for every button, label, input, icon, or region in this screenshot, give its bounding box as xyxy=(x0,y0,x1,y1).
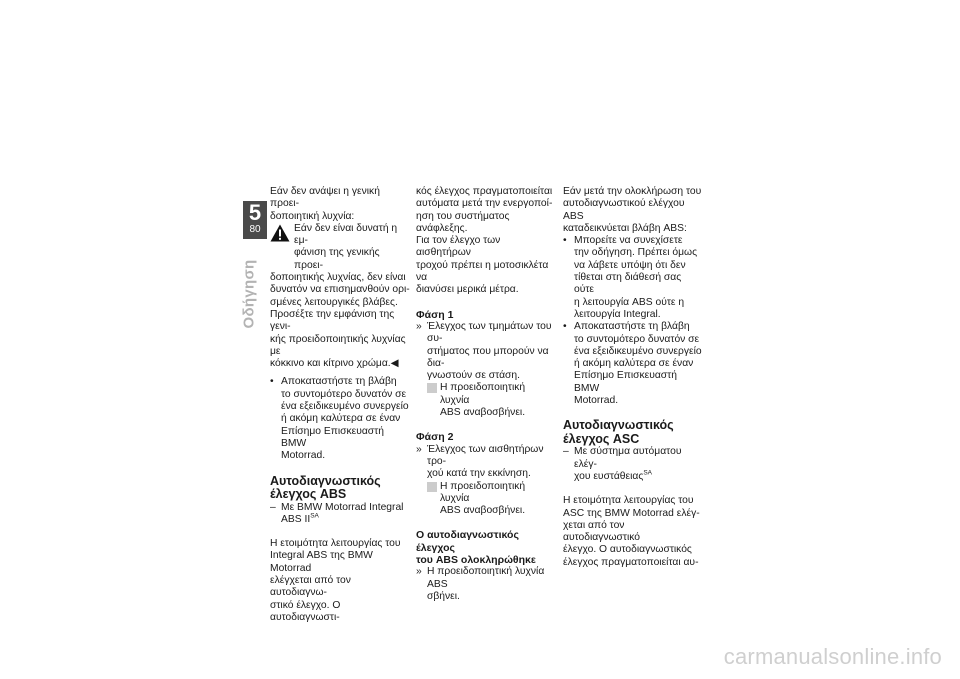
section-heading: έλεγχος ASC xyxy=(563,431,640,446)
indicator-note xyxy=(416,481,556,518)
text-line: ABS αναβοσβήνει. xyxy=(440,407,526,419)
text-line: Προσέξτε την εμφάνιση της γενι- xyxy=(270,308,395,333)
end-marker-icon: ◀ xyxy=(390,358,399,370)
text-line: ένα εξειδικευμένο συνεργείο xyxy=(281,401,409,413)
text-line: Επίσημο Επισκευαστή BMW xyxy=(574,370,677,394)
text-line: ABS αναβοσβήνει. xyxy=(440,505,526,517)
text-line: τροχού πρέπει η μοτοσικλέτα να xyxy=(416,259,549,284)
text-line: φάνιση της γενικής προει- xyxy=(294,247,380,271)
text-line: το συντομότερο δυνατόν σε xyxy=(281,388,407,400)
text-line: Η προειδοποιητική λυχνία xyxy=(440,382,526,406)
text-line: σβήνει. xyxy=(427,590,460,602)
text-line: Έλεγχος των τμημάτων του συ- xyxy=(427,320,552,345)
text-line: ένα εξειδικευμένο συνεργείο xyxy=(574,345,702,357)
text-line: Αποκαταστήστε τη βλάβη xyxy=(574,321,690,333)
text-line: χεται από τον αυτοδιαγνωστικό xyxy=(563,519,641,544)
dash-item xyxy=(563,446,703,483)
text-line: σμένες λειτουργικές βλάβες. xyxy=(270,296,398,308)
text-line: Αποκαταστήστε τη βλάβη xyxy=(281,376,397,388)
column-1 xyxy=(270,186,410,624)
step-arrow-icon: » xyxy=(416,443,422,455)
text-line: Η ετοιμότητα λειτουργίας του xyxy=(563,495,694,507)
text-line: διανύσει μερικά μέτρα. xyxy=(416,284,519,296)
text-line: η λειτουργία ABS ούτε η xyxy=(574,296,685,308)
column-3 xyxy=(563,186,703,569)
text-line xyxy=(270,358,410,370)
text-line: αυτοδιαγνωστικού ελέγχου ABS xyxy=(563,198,685,222)
text-line: την οδήγηση. Πρέπει όμως xyxy=(574,247,698,259)
indicator-note xyxy=(416,382,556,419)
text-line: να λάβετε υπόψη ότι δεν xyxy=(574,259,686,271)
step-item xyxy=(416,321,556,382)
dash-item xyxy=(270,502,410,527)
text-fragment: κόκκινο και κίτρινο χρώμα. xyxy=(270,358,391,370)
text-line: ή ακόμη καλύτερα σε έναν xyxy=(574,358,694,370)
text-line: Επίσημο Επισκευαστή BMW xyxy=(281,425,384,449)
text-line: κής προειδοποιητικής λυχνίας με xyxy=(270,333,406,357)
phase-heading: Φάση 1 xyxy=(416,308,454,321)
indicator-lamp-icon xyxy=(427,383,437,393)
sa-superscript: SA xyxy=(310,512,319,520)
text-line: Εάν δεν ανάψει η γενική προει- xyxy=(270,186,380,210)
text-line: Για τον έλεγχο των αισθητήρων xyxy=(416,235,501,259)
warning-block xyxy=(270,223,410,272)
bullet-icon: • xyxy=(563,235,567,247)
subsection-heading: του ABS ολοκληρώθηκε xyxy=(416,554,536,567)
phase-heading: Φάση 2 xyxy=(416,431,454,444)
page-number: 80 xyxy=(249,224,261,235)
text-line: Integral ABS της BMW Motorrad xyxy=(270,550,373,574)
bullet-icon: • xyxy=(270,376,274,388)
text-line: τίθεται στη διάθεσή σας ούτε xyxy=(574,272,682,296)
text-fragment: χου ευστάθειας xyxy=(574,470,644,482)
chapter-side-title xyxy=(237,254,261,334)
text-line: Έλεγχος των αισθητήρων τρο- xyxy=(427,443,544,467)
text-line: Με BMW Motorrad Integral xyxy=(281,501,404,513)
text-line xyxy=(574,471,703,483)
dash-icon: – xyxy=(270,501,276,513)
indicator-lamp-icon xyxy=(427,482,437,492)
text-line xyxy=(281,514,410,526)
text-line: Μπορείτε να συνεχίσετε xyxy=(574,235,683,247)
text-line: Εάν μετά την ολοκλήρωση του xyxy=(563,186,702,197)
bullet-icon: • xyxy=(563,321,567,333)
section-heading: Αυτοδιαγνωστικός xyxy=(563,418,674,433)
text-line: έλεγχο. Ο αυτοδιαγνωστικός xyxy=(563,544,692,556)
text-line: ASC της BMW Motorrad ελέγ- xyxy=(563,507,700,519)
text-line: δοποιητική λυχνία: xyxy=(270,210,355,222)
bullet-item xyxy=(563,321,703,407)
sa-superscript: SA xyxy=(643,469,652,477)
text-line: στήματος που μπορούν να δια- xyxy=(427,345,549,369)
text-line: στικό έλεγχο. Ο αυτοδιαγνωστι- xyxy=(270,599,341,623)
text-line: Η προειδοποιητική λυχνία xyxy=(440,480,526,504)
step-item xyxy=(416,566,556,603)
text-line: γνωστούν σε στάση. xyxy=(427,370,520,382)
text-line: Η προειδοποιητική λυχνία ABS xyxy=(427,566,545,590)
text-line: έλεγχος πραγματοποιείται αυ- xyxy=(563,556,699,568)
text-line: ελέγχεται από τον αυτοδιαγνω- xyxy=(270,575,351,599)
text-line: κός έλεγχος πραγματοποιείται xyxy=(416,186,553,197)
text-line: λειτουργία Integral. xyxy=(574,308,661,320)
text-line: Motorrad. xyxy=(281,450,326,462)
step-item xyxy=(416,444,556,481)
column-2 xyxy=(416,186,556,603)
chapter-title: Οδήγηση xyxy=(240,259,258,329)
step-arrow-icon: » xyxy=(416,566,422,578)
bullet-item xyxy=(563,235,703,321)
text-line: ηση του συστήματος ανάφλεξης. xyxy=(416,210,510,234)
warning-triangle-icon xyxy=(270,224,290,242)
text-line: καταδεικνύεται βλάβη ABS: xyxy=(563,222,687,234)
text-line: δυνατόν να επισημανθούν ορι- xyxy=(270,284,410,296)
text-line: αυτόματα μετά την ενεργοποί- xyxy=(416,198,553,210)
dash-icon: – xyxy=(563,446,569,458)
text-line: το συντομότερο δυνατόν σε xyxy=(574,333,700,345)
text-line: Η ετοιμότητα λειτουργίας του xyxy=(270,538,401,550)
section-heading: έλεγχος ABS xyxy=(270,487,347,502)
text-line: χού κατά την εκκίνηση. xyxy=(427,468,531,480)
text-fragment: ABS II xyxy=(281,513,311,525)
watermark: carmanualsonline.info xyxy=(723,644,942,669)
chapter-number: 5 xyxy=(248,200,262,225)
step-arrow-icon: » xyxy=(416,320,422,332)
text-line: δοποιητικής λυχνίας, δεν είναι xyxy=(270,272,406,284)
section-heading: Αυτοδιαγνωστικός xyxy=(270,473,381,488)
chapter-tab xyxy=(243,201,267,239)
text-line: Motorrad. xyxy=(574,395,619,407)
bullet-item xyxy=(270,376,410,462)
subsection-heading: Ο αυτοδιαγνωστικός έλεγχος xyxy=(416,529,519,554)
text-line: Εάν δεν είναι δυνατή η εμ- xyxy=(294,222,398,247)
text-line: ή ακόμη καλύτερα σε έναν xyxy=(281,413,401,425)
text-line: Με σύστημα αυτόματου ελέγ- xyxy=(574,446,682,470)
